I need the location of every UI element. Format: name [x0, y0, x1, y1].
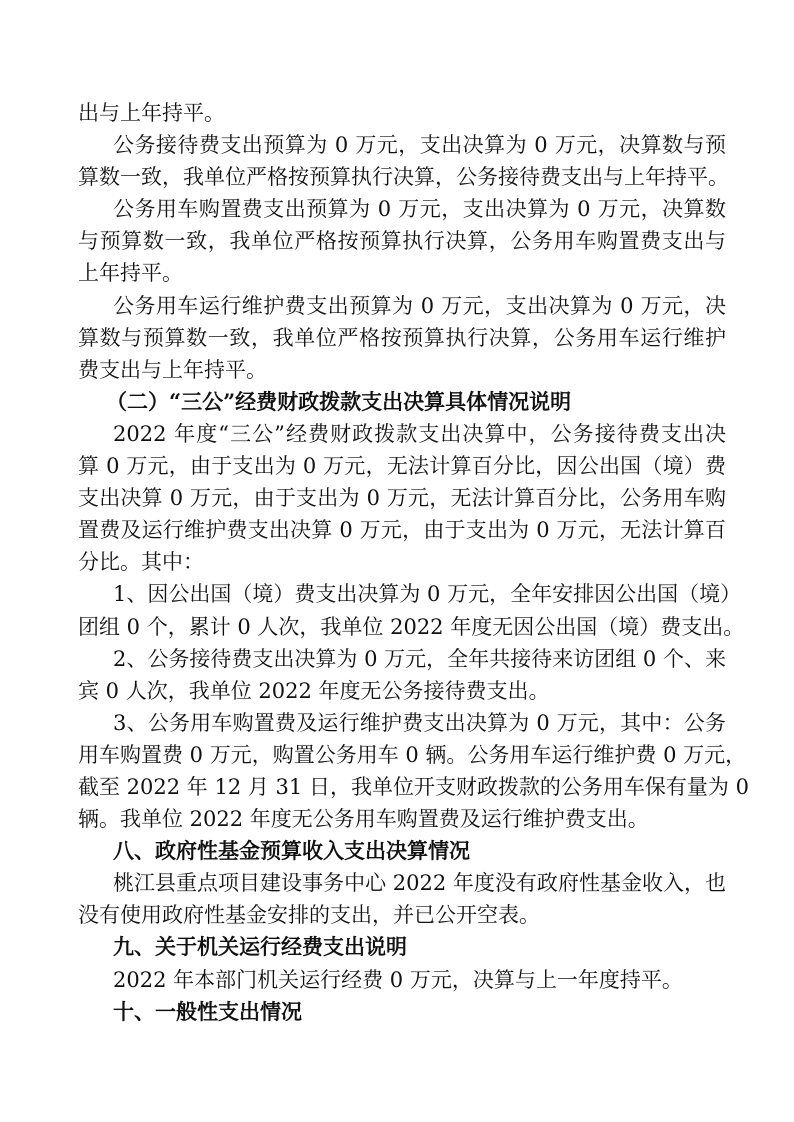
section-heading: 九、关于机关运行经费支出说明: [113, 934, 407, 960]
paragraph: [78, 193, 726, 289]
text-line: 上年持平。: [78, 261, 183, 286]
section-heading: 十、一般性支出情况: [113, 998, 302, 1024]
text-line: 出与上年持平。: [78, 101, 225, 125]
text-line: 支出决算 0 万元，由于支出为 0 万元，无法计算百分比，公务用车购: [78, 486, 726, 511]
section-heading: （二）“三公”经费财政拨款支出决算具体情况说明: [106, 388, 572, 414]
paragraph: [78, 290, 726, 386]
text-line: 费支出与上年持平。: [78, 357, 267, 382]
text-line: 截至 2022 年 12 月 31 日，我单位开支财政拨款的公务用车保有量为 0: [78, 774, 749, 799]
text-line: 算数一致，我单位严格按预算执行决算，公务接待费支出与上年持平。: [78, 165, 729, 190]
text-line: 桃江县重点项目建设事务中心 2022 年度没有政府性基金收入，也: [113, 871, 726, 896]
section-heading: 八、政府性基金预算收入支出决算情况: [113, 838, 470, 864]
text-line: 用车购置费 0 万元，购置公务用车 0 辆。公务用车运行维护费 0 万元，: [78, 742, 747, 767]
paragraph: [78, 578, 745, 642]
text-line: 算 0 万元，由于支出为 0 万元，无法计算百分比，因公出国（境）费: [78, 454, 726, 479]
text-line: 公务用车购置费支出预算为 0 万元，支出决算为 0 万元，决算数: [113, 197, 726, 222]
text-line: 2022 年本部门机关运行经费 0 万元，决算与上一年度持平。: [113, 967, 683, 992]
text-line: 宾 0 人次，我单位 2022 年度无公务接待费支出。: [78, 678, 550, 703]
text-line: 团组 0 个，累计 0 人次，我单位 2022 年度无因公出国（境）费支出。: [78, 614, 745, 639]
document-page: [78, 97, 749, 1028]
paragraph: [78, 97, 726, 129]
text-line: 公务用车运行维护费支出预算为 0 万元，支出决算为 0 万元，决: [113, 293, 726, 318]
text-line: 置费及运行维护费支出决算 0 万元，由于支出为 0 万元，无法计算百: [78, 518, 726, 543]
text-line: 2022 年度“三公”经费财政拨款支出决算中，公务接待费支出决: [113, 421, 726, 446]
paragraph: [78, 964, 726, 996]
text-line: 公务接待费支出预算为 0 万元，支出决算为 0 万元，决算数与预: [113, 133, 726, 158]
paragraph: [78, 707, 749, 835]
paragraph: [78, 867, 726, 931]
text-line: 算数与预算数一致，我单位严格按预算执行决算，公务用车运行维护: [78, 325, 726, 350]
text-line: 2、公务接待费支出决算为 0 万元，全年共接待来访团组 0 个、来: [113, 646, 726, 671]
paragraph: [78, 129, 729, 193]
text-line: 1、因公出国（境）费支出决算为 0 万元，全年安排因公出国（境）: [113, 582, 742, 607]
text-line: 与预算数一致，我单位严格按预算执行决算，公务用车购置费支出与: [78, 229, 726, 254]
paragraph: [78, 418, 726, 578]
text-line: 没有使用政府性基金安排的支出，并已公开空表。: [78, 903, 540, 928]
text-line: 辆。我单位 2022 年度无公务用车购置费及运行维护费支出。: [78, 807, 649, 832]
text-line: 3、公务用车购置费及运行维护费支出决算为 0 万元，其中：公务: [113, 710, 726, 735]
text-line: 分比。其中：: [78, 550, 204, 575]
paragraph: [78, 643, 726, 707]
